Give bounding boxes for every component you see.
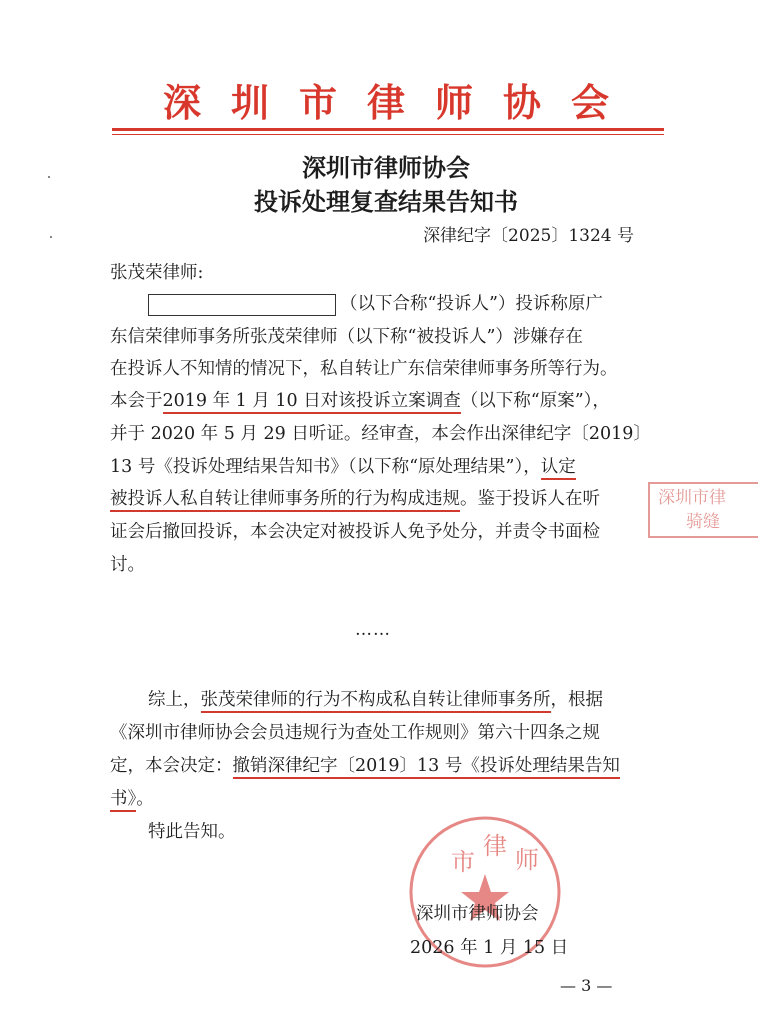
underline-filing-date: 2019 年 1 月 10 日对该投诉立案调查	[163, 391, 461, 414]
ellipsis: ……	[355, 620, 391, 640]
para2-line1: 综上，张茂荣律师的行为不构成私自转让律师事务所，根据	[148, 688, 678, 712]
para1-line3: 在投诉人不知情的情况下，私自转让广东信荣律师事务所等行为。	[110, 359, 618, 379]
para1-line4: 本会于2019 年 1 月 10 日对该投诉立案调查（以下称“原案”），	[110, 389, 640, 413]
scan-speck	[50, 236, 52, 238]
underline-revocation-end: 书》	[110, 789, 136, 812]
doc-title-line2: 投诉处理复查结果告知书	[254, 187, 518, 216]
para1-line9: 讨。	[110, 555, 145, 575]
seal-char-3: 师	[515, 846, 539, 874]
letterhead-rule-thin	[112, 134, 664, 135]
signature-date: 2026 年 1 月 15 日	[410, 938, 569, 958]
side-seal-stamp: 深圳市律 骑缝	[648, 482, 758, 538]
para2-line3: 定，本会决定：撤销深律纪字〔2019〕13 号《投诉处理结果告知	[110, 754, 640, 778]
underline-conclusion: 张茂荣律师的行为不构成私自转让律师事务所	[201, 690, 551, 713]
underline-violation: 被投诉人私自转让律师事务所的行为构成违规	[110, 489, 460, 512]
doc-title-line1: 深圳市律师协会	[302, 153, 470, 182]
underline-determined: 认定	[541, 457, 576, 480]
para2-line2: 《深圳市律师协会会员违规行为查处工作规则》第六十四条之规	[110, 723, 600, 743]
signer: 深圳市律师协会	[416, 904, 539, 924]
para1-line7: 被投诉人私自转让律师事务所的行为构成违规。鉴于投诉人在听	[110, 487, 640, 511]
seal-char-1: 市	[451, 848, 475, 876]
para1-line6: 13 号《投诉处理结果告知书》（以下称“原处理结果”），认定	[110, 455, 640, 479]
seal-char-2: 律	[483, 832, 507, 860]
para1-line2: 东信荣律师事务所张茂荣律师（以下称“被投诉人”）涉嫌存在	[110, 327, 583, 347]
para2-line4: 书》。	[110, 787, 640, 811]
para1-line8: 证会后撤回投诉，本会决定对被投诉人免予处分，并责令书面检	[110, 522, 600, 542]
underline-revocation: 撤销深律纪字〔2019〕13 号《投诉处理结果告知	[233, 756, 620, 779]
salutation: 张茂荣律师:	[110, 263, 204, 283]
page-number: — 3 —	[560, 976, 613, 995]
letterhead-rule-thick	[112, 128, 664, 131]
para1-line5: 并于 2020 年 5 月 29 日听证。经审查，本会作出深律纪字〔2019〕	[110, 424, 651, 444]
letterhead: 深圳市律师协会	[162, 80, 639, 125]
closing: 特此告知。	[148, 822, 236, 842]
document-number: 深律纪字〔2025〕1324 号	[423, 226, 634, 246]
para1-line1: （以下合称“投诉人”）投诉称原广	[148, 292, 678, 316]
scan-speck	[48, 176, 50, 178]
redacted-box	[148, 294, 336, 316]
